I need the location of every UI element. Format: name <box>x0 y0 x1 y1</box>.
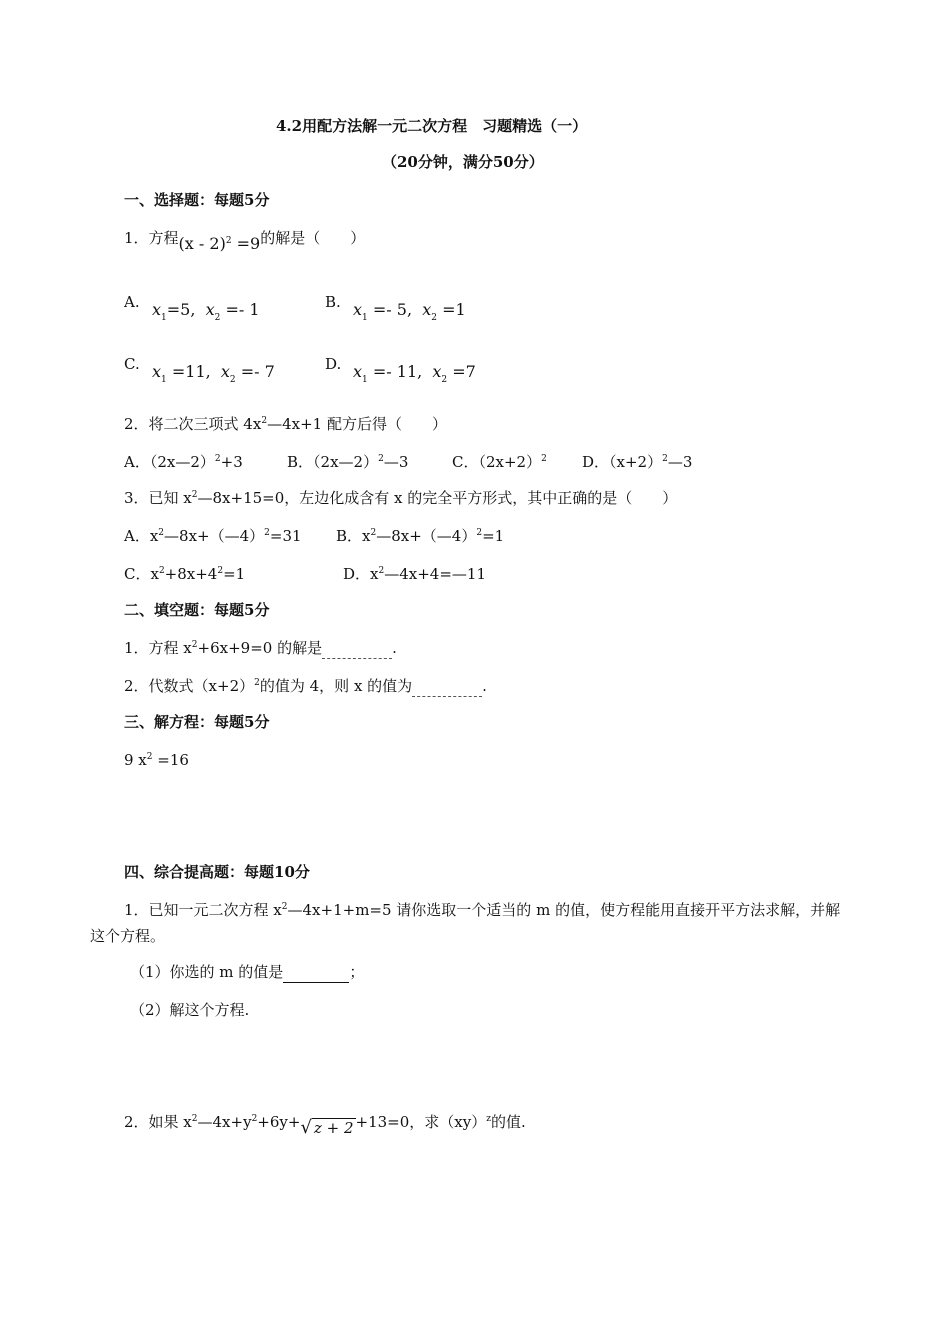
fill-question-1: 1．方程 $x^2+6x+9=0$ 的解是 . <box>124 639 397 657</box>
question-1-tail: 的解是（ ） <box>260 229 366 247</box>
page-subtitle: （20分钟，满分50分） <box>382 153 544 171</box>
comprehensive-question-2: 2．如果 $x^2—4x+y^2+6y+√$ z + 2 +13=0，求（xy）$^z$的值. <box>124 1113 526 1138</box>
question-3-option-d: D．$x^2—4x+4=—11$ <box>343 565 487 583</box>
sqrt-expression: √ z + 2 <box>300 1117 354 1138</box>
page-title: 4.2用配方法解一元二次方程 习题精选（一） <box>276 117 588 135</box>
option-b-label: B. <box>325 293 341 311</box>
answer-blank-1[interactable] <box>322 638 392 659</box>
solve-equation: 9 $x^2 =16$ <box>124 751 189 769</box>
comprehensive-question-1-part2: （2）解这个方程. <box>130 1001 250 1019</box>
question-3-option-b: B．$x^2—8x+(—4)^2=1$ <box>336 527 505 545</box>
question-3-option-a: A．$x^2—8x+(—4)^2=31$ <box>124 527 302 545</box>
section-heading-comprehensive: 四、综合提高题：每题10分 <box>124 863 310 881</box>
option-c-label: C. <box>124 355 140 373</box>
section-heading-solve: 三、解方程：每题5分 <box>124 713 270 731</box>
question-2-option-c: C．$(2x+2)^2$ <box>452 453 547 471</box>
question-1-stem: 1．方程(x - 2)$^2$ =9的解是（ ） <box>124 229 366 253</box>
section-heading-choice: 一、选择题：每题5分 <box>124 191 270 209</box>
question-3-option-c: C．$x^2+8x+4^2=1$ <box>124 565 246 583</box>
answer-blank-m[interactable] <box>283 962 349 983</box>
option-a-label: A. <box>124 293 140 311</box>
section-heading-fill: 二、填空题：每题5分 <box>124 601 270 619</box>
comprehensive-question-1-part1: （1）你选的 m 的值是 ； <box>130 963 365 981</box>
answer-blank-2[interactable] <box>412 676 482 697</box>
question-2-option-a: A．（2x—2）$^2$+3 <box>124 453 243 471</box>
option-d-label: D. <box>325 355 342 373</box>
question-2-stem: 2．将二次三项式 $4x^2—4x+1$ 配方后得（ ） <box>124 415 447 433</box>
question-2-option-b: B．（2x—2）$^2$—3 <box>287 453 409 471</box>
question-3-stem: 3．已知 $x^2—8x+15=0$，左边化成含有 x 的完全平方形式，其中正确的是（ ） <box>124 489 678 507</box>
option-c-value: $x_1 =11$, $x_2 =- 7$ <box>152 362 275 385</box>
comprehensive-question-1-line1: 1．已知一元二次方程 $x^2—4x+1+m=5$ 请你选取一个适当的 m 的值，使方程能用直接开平方法求解，并解 <box>124 901 841 919</box>
question-2-option-d: D．$(x+2)^2—3$ <box>582 453 693 471</box>
option-b-value: $x_1 =- 5$, $x_2 =1$ <box>353 300 466 323</box>
comprehensive-question-1-line2: 这个方程。 <box>90 927 166 945</box>
option-a-value: $x_1=5$, $x_2 =- 1$ <box>152 300 260 323</box>
question-1-expr-rhs: =9 <box>231 234 261 253</box>
fill-question-2: 2．代数式$(x+2)^2$的值为 4，则 x 的值为 . <box>124 677 487 695</box>
option-d-value: $x_1 =- 11$, $x_2 =7$ <box>353 362 476 385</box>
question-1-number: 1．方程 <box>124 229 179 247</box>
question-1-expr-lhs: (x - 2) <box>178 234 226 253</box>
